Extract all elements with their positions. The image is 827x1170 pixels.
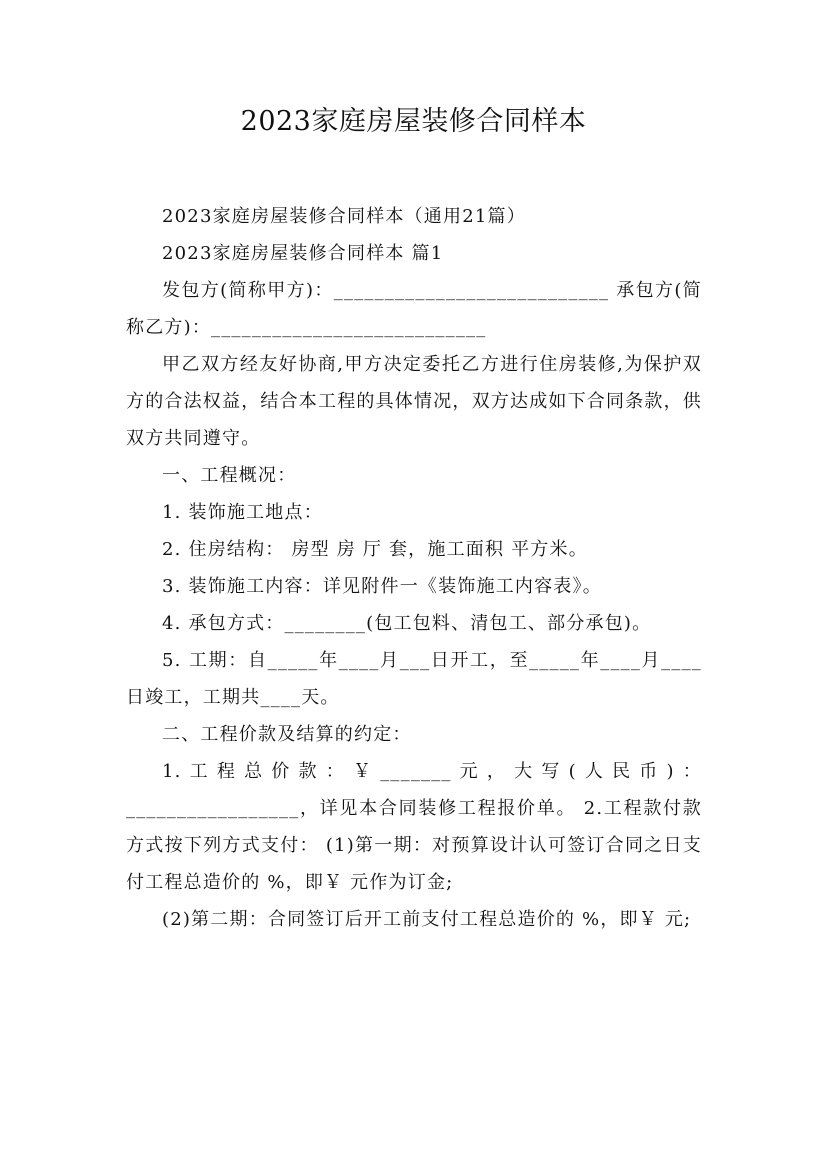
paragraph-subtitle: 2023家庭房屋装修合同样本（通用21篇） (162, 206, 526, 227)
document-title: 2023家庭房屋装修合同样本 (240, 106, 587, 137)
paragraph-project-overview-heading: 一、工程概况： (162, 465, 297, 486)
paragraph-item-structure: 2. 住房结构： 房型 房 厅 套，施工面积 平方米。 (162, 539, 588, 560)
paragraph-item-location: 1. 装饰施工地点： (162, 502, 323, 523)
document-body (126, 198, 702, 938)
paragraph-price-terms: 1.工程总价款：￥_______元，大写(人民币)：_________________，详见本合同装修工程报价单。 2.工程款付款方式按下列方式支付： (1)第一期：对预算设计认可签订合同之日支付工程总造价的 %，即￥ 元作为订金; (126, 761, 702, 893)
paragraph-item-schedule: 5. 工期：自_____年____月___日开工，至_____年____月____日竣工，工期共____天。 (126, 650, 702, 708)
paragraph-item-contract-mode: 4. 承包方式：________(包工包料、清包工、部分承包)。 (162, 613, 652, 634)
paragraph-second-payment: (2)第二期：合同签订后开工前支付工程总造价的 %，即￥ 元; (162, 909, 692, 930)
paragraph-parties: 发包方(简称甲方)：___________________________ 承包方(简称乙方)：___________________________ (126, 280, 702, 338)
paragraph-section-heading: 2023家庭房屋装修合同样本 篇1 (162, 243, 444, 264)
paragraph-item-content: 3. 装饰施工内容：详见附件一《装饰施工内容表》。 (162, 576, 602, 597)
paragraph-intro: 甲乙双方经友好协商,甲方决定委托乙方进行住房装修,为保护双方的合法权益，结合本工程的具体情况，双方达成如下合同条款，供双方共同遵守。 (126, 354, 702, 449)
paragraph-price-heading: 二、工程价款及结算的约定： (162, 724, 412, 745)
